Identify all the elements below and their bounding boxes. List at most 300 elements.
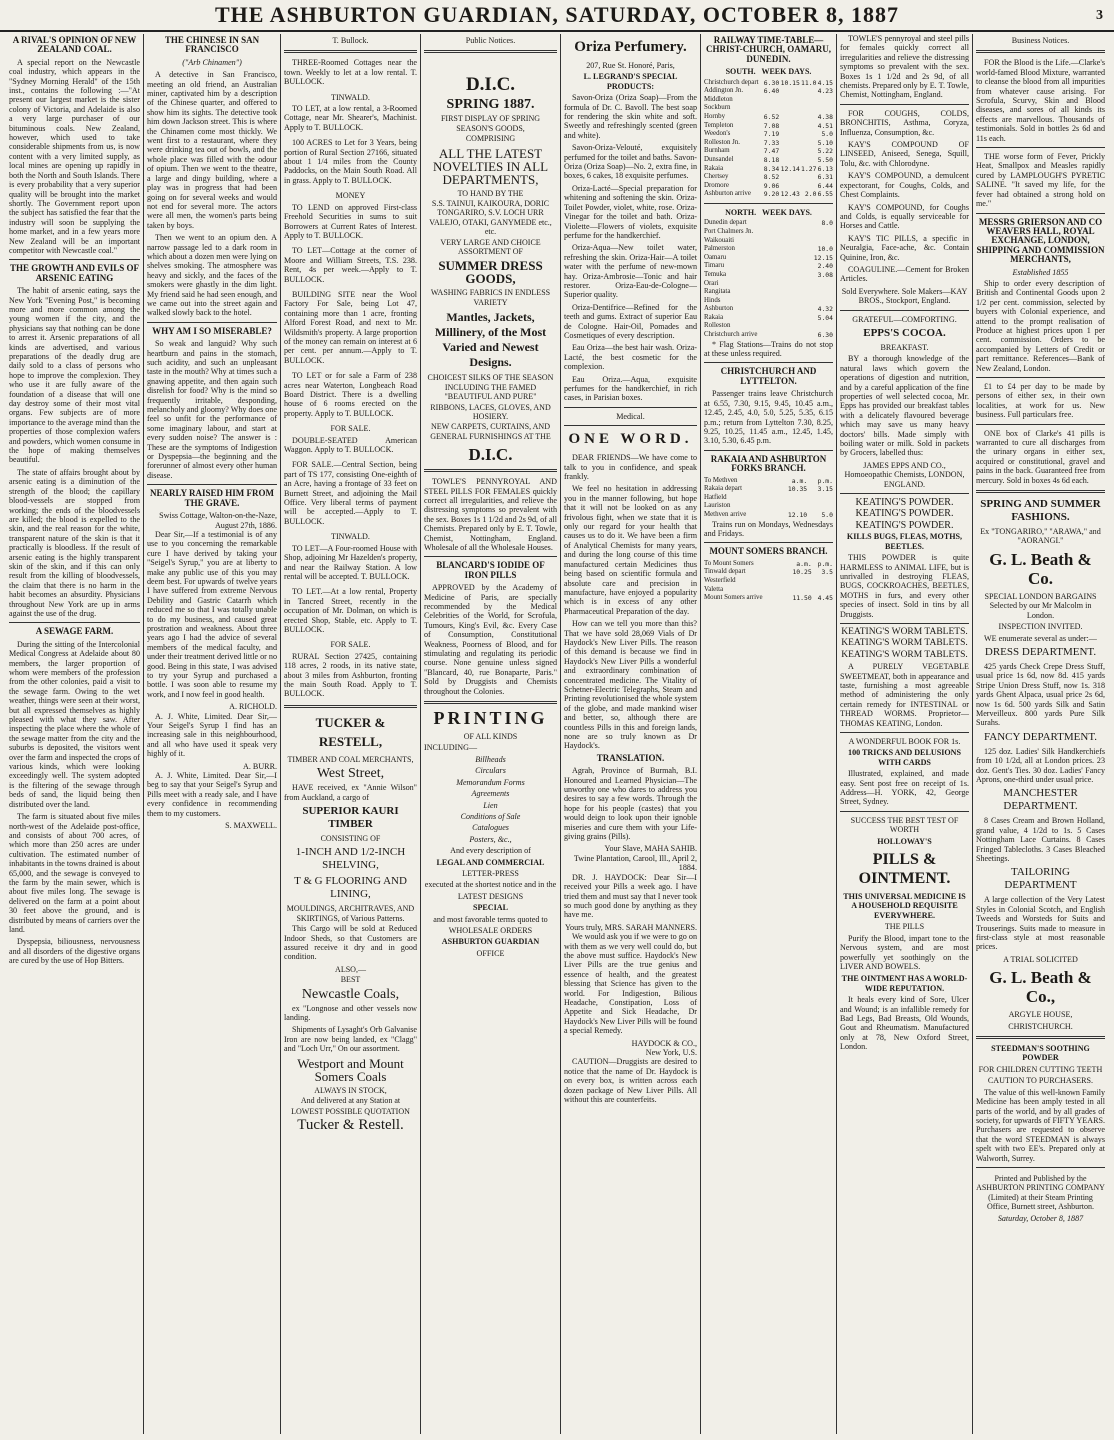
column-6 (700, 34, 836, 1434)
ad-paragraph: Oriza-Aqua—New toilet water, refreshing the skin. Oriza-Hair—A toilet water with the perfume of new-mown hay. Oriza-Ambrosie—Tonic and hair restorer. Oriza-Eau-de-Cologne—Superior quality. (564, 243, 697, 300)
letter-address: Twine Plantation, Carool, Ill., April 2, 1884. (573, 853, 697, 873)
timetable-row (704, 130, 833, 139)
divider (840, 493, 969, 494)
station-name: Rakaia depart (704, 485, 743, 493)
ad-line: CHOICEST SILKS OF THE SEASON INCLUDING THE FAMED "BEAUTIFUL AND PURE" (427, 373, 554, 402)
ad-line: Ex "TONGARIRO," "ARAWA," and "AORANGI." (980, 527, 1101, 546)
departure-time: 4.51 (817, 121, 833, 130)
ad-line: Shipments of Lysaght's Orb Galvanise Iron are now being landed, ex "Clagg" and "Loch Urr," On our assortment. (284, 1025, 417, 1054)
departure-time (800, 147, 817, 156)
station-name: Rakaia (704, 164, 724, 172)
column-8 (972, 34, 1108, 1434)
station-name: Sockburn (704, 104, 731, 112)
classified-ad: 100 ACRES to Let for 3 Years, being portion of Rural Section 27166, situated about 1 1/4 miles from the County Paddocks, on the Main South Road. All in grass. Apply to T. BULLOCK. (284, 138, 417, 185)
ad-paragraph: We would ask you if we were to go on with them as we very well could do, but the above must suffice. Haydock's New Liver Pills are the true genius and essence of health, and the greatest blessing that Science has given to the world. For Indigestion, Bilious Headache, Constipation, Loss of Appetite and Sick Headache, Dr Haydock's New Liver Pills will be found a special Remedy. (564, 932, 697, 1036)
timetable-row (704, 113, 833, 122)
ad-line: Circulars (475, 766, 506, 776)
ad-paragraph: £1 to £4 per day to be made by persons of either sex, in their own localities, at work for us. New business. Full particulars free. (976, 382, 1105, 420)
timetable-row (704, 594, 833, 603)
ad-paragraph: Savon-Oriza-Velouté, exquisitely perfumed for the toilet and baths. Savon-Oriza (Oriza Soap)—No. 2, extra fine, in boxes, 6 cakes, 18 exquisite perfumes. (564, 143, 697, 181)
article-paragraph: The farm is situated about five miles north-west of the Adelaide post-office, and consists of about 700 acres, of which more than 250 acres are under cultivation. The estimated number of inhabitants in the towns drained is about 65,000, and the sewage is conveyed to the farm by the main sewer, which is about five miles long. The sewage is delivered on the farm at a point about 30 feet above the ground, and is distributed by means of carriers over the land. (9, 812, 140, 934)
departure-time (800, 173, 817, 182)
article-subheading: ("Arb Chinamen") (182, 57, 242, 67)
ad-line: KILLS BUGS, FLEAS, MOTHS, BEETLES. (846, 532, 963, 551)
station-name: Rolleston Jn. (704, 138, 740, 146)
column-2 (143, 34, 280, 1434)
timetable-direction: NORTH. WEEK DAYS. (725, 207, 812, 217)
departure-time (763, 96, 780, 105)
departure-time (775, 502, 807, 511)
station-name: Tinwald depart (704, 568, 746, 576)
departure-time (779, 122, 800, 131)
ad-line: L. LEGRAND'S SPECIAL PRODUCTS: (583, 72, 678, 91)
timetable-row (704, 477, 833, 486)
station-name: Ashburton (704, 305, 734, 313)
letter-signature: Your Slave, MAHA SAHIB. (604, 844, 697, 854)
letter-signature: A. BURR. (243, 761, 277, 771)
departure-time: 5.50 (817, 155, 833, 164)
ad-line: ARGYLE HOUSE, (1008, 1010, 1073, 1020)
departure-time: p.m. (817, 559, 833, 568)
ad-line: NEW CARPETS, CURTAINS, AND GENERAL FURNISHINGS AT THE (430, 422, 551, 441)
department-heading: MANCHESTER DEPARTMENT. (1003, 787, 1078, 813)
ad-paragraph: DEAR FRIENDS—We have come to talk to you in confidence, and speak frankly. (564, 453, 697, 482)
classified-ad: TO LET—Cottage at the corner of Moore and William Streets, T.S. 238. Rent, 4s per week.—Apply to T. BULLOCK. (284, 246, 417, 284)
departure-time (812, 586, 833, 595)
ad-line: FOR CHILDREN CUTTING TEETH (978, 1064, 1103, 1074)
divider (840, 811, 969, 812)
departure-time: 9.06 (763, 181, 780, 190)
divider (976, 213, 1105, 214)
medical-ad: KAY'S COMPOUND, for Coughs and Colds, is equally serviceable for Horses and Cattle. (840, 202, 969, 231)
departure-time: 10.25 (792, 568, 812, 577)
ad-heading: KEATING'S WORM TABLETS. (841, 626, 968, 637)
article-paragraph: Dyspepsia, biliousness, nervousness and all disorders of the digestive organs are cured by the use of Hop Bitters. (9, 937, 140, 966)
timetable-row (704, 331, 833, 340)
medical-ad: KAY'S TIC PILLS, a specific in Neuralgia, Face-ache, &c. Contain Quinine, Iron, &c. (840, 233, 969, 262)
ad-heading: EPPS'S COCOA. (863, 326, 946, 339)
publisher-imprint: Printed and Published by the ASHBURTON PRINTING COMPANY (Limited) at their Steam Printing Office, Burnett street, Ashburton. (976, 1173, 1105, 1212)
ad-heading: SPRING AND SUMMER FASHIONS. (980, 498, 1101, 524)
departure-time (775, 494, 807, 503)
divider (976, 377, 1105, 378)
ad-line: And every description of (450, 846, 531, 856)
departure-time (816, 104, 833, 113)
departure-time (779, 104, 800, 113)
divider (976, 1167, 1105, 1168)
ad-heading: PRINTING (433, 708, 548, 729)
medical-ad: KAY'S COMPOUND, a demulcent expectorant, for Coughs, Colds, and Chest Complaints. (840, 171, 969, 200)
ad-heading: KEATING'S WORM TABLETS. (841, 649, 968, 660)
timetable-row (704, 314, 833, 323)
timetable-row (704, 305, 833, 314)
article-paragraph: Then we went to an opium den. A narrow passage led to a dark room in which about a dozen men were lying on shelves smoking. The atmosphere was heavy and sickly, and the faces of the smokers were ghastly in the dim light. My friend said he had seen enough, and we came out into the street again and walked slowly back to the hotel. (147, 233, 277, 318)
advertiser-name: D.I.C. (468, 445, 513, 465)
ad-paragraph: The value of this well-known Family Medicine has been amply tested in all parts of the world, and by all grades of society, for upwards of FIFTY YEARS. Purchasers are requested to observe that the word STEEDMAN is always spelt with two EE's. Prepared only at Walworth, Surrey. (976, 1087, 1105, 1163)
ad-line: 1-INCH AND 1/2-INCH SHELVING, (295, 846, 406, 872)
ad-line: Mantles, Jackets, Millinery, of the Most Varied and Newest Designs. (434, 310, 547, 370)
departure-time: 10.0 (817, 245, 833, 254)
divider (976, 50, 1105, 53)
departure-time: 5.0 (821, 510, 833, 519)
classified-ad: TO LET, at a low rental, a 3-Roomed Cottage, near Mr. Shearer's, Machinist. Apply to T. BULLOCK. (284, 104, 417, 132)
ad-paragraph: How can we tell you more than this? That we have sold 28,069 Vials of Dr Haydock's New Liver Pills. The reason of this demand is because we find in Haydock's New Liver Pills a wonderful and extraordinary combination of concentrated medicine. The Vitality of Schetner-Electric Telegraphs, Steam and Printing revolutionised the whole system of the globe, and made mankind wiser and better, so, although there are countless Pills in this and foreign lands, none are so truly known as Dr Haydock's. (564, 619, 697, 751)
department-heading: TAILORING DEPARTMENT (1004, 866, 1077, 892)
timetable-row (704, 190, 833, 199)
timetable-row (704, 245, 833, 254)
letter-signature: HAYDOCK & CO., (631, 1038, 697, 1048)
departure-time (800, 139, 817, 148)
departure-time (800, 113, 817, 122)
ad-line: CHRISTCHURCH. (1008, 1021, 1073, 1031)
ad-line: HAVE received, ex "Annie Wilson" from Auckland, a cargo of (284, 783, 417, 802)
ad-line: And delivered at any Station at (300, 1096, 401, 1106)
section-label: Business Notices. (1011, 36, 1070, 45)
departure-time: 10.15 (780, 78, 800, 87)
departure-time (779, 173, 800, 182)
departure-time (800, 130, 817, 139)
departure-time (807, 502, 833, 511)
departure-time (816, 96, 833, 105)
departure-time: 11.0 (801, 78, 817, 87)
departure-time: 12.15 (813, 253, 833, 262)
classified-ad: TO LET—A Four-roomed House with Shop, adjoining Mr Hazelden's property, and near the Railway Station. A low rental will be accepted. T. BULLOCK. (284, 543, 417, 581)
ad-heading: FOR SALE. (330, 640, 371, 650)
article-heading: A RIVAL'S OPINION OF NEW ZEALAND COAL. (12, 35, 137, 55)
ad-heading: BLANCARD'S IODIDE OF IRON PILLS (436, 560, 545, 580)
station-name: Burnham (704, 147, 730, 155)
ad-line: MOULDINGS, ARCHITRAVES, AND SKIRTINGS, of Various Patterns. (286, 904, 415, 923)
departure-time: 12.10 (787, 510, 808, 519)
letter-signature: Yours truly, MRS. SARAH MANNERS. (564, 922, 697, 932)
departure-time: 6.52 (763, 113, 780, 121)
ad-line: S.S. TAINUI, KAIKOURA, DORIC TONGARIRO, S.V. LOCH URR VALEJO, OTAKI, GANYMEDE etc., etc. (429, 199, 552, 237)
ad-heading: ONE WORD. (568, 431, 693, 448)
classified-ad: TO LEND on approved First-class Freehold Securities in sums to suit Borrowers at Current Rates of Interest. Apply to T. BULLOCK. (284, 202, 417, 240)
ad-line: Lien (483, 800, 498, 810)
timetable-row (704, 271, 833, 280)
advertiser-name: D.I.C. (465, 74, 516, 96)
ad-paragraph: Eau Oriza.—Aqua, exquisite perfumes for the handkerchief, in rich cases, in Parisian boxes. (564, 374, 697, 403)
timetable-row (704, 568, 833, 577)
article-paragraph: The state of affairs brought about by arsenic eating is a diminution of the strength of the blood; the capillary blood-vessels are stopped from working; the ends of the bloodvessels are killed; the blood is expelled to the skin, and the real reason for the white, transparent nature of the skin is that it practically is bloodless. If the result of arsenic eating is the highly transparent skin of the skin, and if this can only result from the killing of bloodvessels, the claim that there is no harm in the habit becomes an absurdity. Physicians throughout New York are up in arms against the use of the drug. (9, 467, 140, 618)
timetable-row (704, 586, 833, 595)
timetable-north (704, 219, 833, 339)
newspaper-columns (6, 34, 1108, 1434)
ad-heading: Oriza Perfumery. (574, 39, 687, 55)
ad-heading: MESSRS GRIERSON AND CO WEAVERS HALL, ROYAL EXCHANGE, LONDON, SHIPPING AND COMMISSION MERCHANTS, (976, 216, 1105, 265)
departure-time: 5.10 (817, 138, 833, 147)
ad-paragraph: Purify the Blood, impart tone to the Nervous system, and are most powerfully yet soothingly on the LIVER AND BOWELS. (840, 933, 969, 971)
ad-line: JAMES EPPS AND CO., Homoeopathic Chemists, LONDON, ENGLAND. (844, 460, 965, 489)
departure-time: 6.40 (763, 87, 780, 96)
letter-address: New York, U.S. (645, 1048, 697, 1057)
ad-paragraph: 8 Cases Cream and Brown Holland, grand value, 4 1/2d to 1s. 5 Cases Nottingham Lace Curtains. 8 Cases Fringed Tablecloths. 3 Cases Bleached Sheetings. (976, 816, 1105, 863)
timetable-row (704, 219, 833, 228)
ad-paragraph: Savon-Oriza (Oriza Soap)—From the formula of Dr. C. Bavoll. The best soap for rendering the skin white and soft. Sweetly and refreshingly scented (green and white). (564, 93, 697, 140)
column-3 (280, 34, 420, 1434)
ad-line: OF ALL KINDS (463, 732, 518, 742)
ad-line: 207, Rue St. Honoré, Paris, (586, 61, 675, 70)
ad-paragraph: It heals every kind of Sore, Ulcer and Wound; is an infallible remedy for Bad Legs, Bad Breasts, Old Wounds, Gout and Rheumatism. Manufactured only at 78, New Oxford Street, London. (840, 995, 969, 1052)
letter-signature: S. MAXWELL. (225, 821, 277, 831)
departure-time: 4.38 (817, 113, 833, 121)
ad-heading: KEATING'S POWDER. (855, 497, 954, 509)
article-heading: NEARLY RAISED HIM FROM THE GRAVE. (149, 488, 275, 508)
timetable-row (704, 122, 833, 131)
timetable-row (704, 494, 833, 503)
ad-line: and most favorable terms quoted to (433, 914, 548, 924)
timetable-row (704, 577, 833, 586)
ad-heading: KEATING'S POWDER. (855, 508, 954, 520)
timetable-heading: MOUNT SOMERS BRANCH. (709, 546, 828, 557)
ad-heading: TINWALD. (331, 532, 370, 542)
timetable-row (704, 560, 833, 569)
letter-signature: A. RICHOLD. (229, 702, 277, 712)
departure-time (779, 147, 800, 156)
timetable-south (704, 79, 833, 199)
divider (147, 322, 277, 323)
timetable-branch (704, 477, 833, 520)
medical-ad: KAY'S COMPOUND OF LINSEED, Aniseed, Senega, Squill, Tolu, &c. with Chlorodyne. (840, 140, 969, 168)
station-name: Christchurch arrive (704, 331, 758, 339)
ad-line: Established 1855 (1012, 267, 1069, 277)
departure-time: 4.15 (817, 78, 833, 87)
departure-time: 3.5 (821, 568, 833, 577)
station-name: Templeton (704, 121, 734, 129)
article-heading: THE GROWTH AND EVILS OF ARSENIC EATING (9, 263, 140, 283)
divider (704, 542, 833, 543)
station-name: Temuka (704, 270, 727, 278)
imprint-date: Saturday, October 8, 1887 (997, 1213, 1084, 1223)
station-name: Hornby (704, 113, 726, 120)
timetable-row (704, 511, 833, 520)
departure-time (799, 237, 833, 246)
station-name: Mount Somers arrive (704, 594, 763, 602)
departure-time: 2.40 (817, 262, 833, 271)
divider (704, 362, 833, 363)
departure-time: 5.22 (817, 147, 833, 156)
departure-time: p.m. (817, 476, 833, 485)
classified-ad: BUILDING SITE near the Wool Factory For Sale, being Lot 47, containing more than 1 acre, fronting Alford Forest Road, and next to Mr. Wildsmith's property. A large proportion of the money can remain on interest at 6 per cent. per annum.—Apply to T. BULLOCK. (284, 289, 417, 365)
departure-time: 6.55 (817, 190, 833, 199)
ad-line: Billheads (475, 754, 506, 764)
medical-ad: APPROVED by the Academy of Medicine of Paris, are specially recommended by the Medical Celebrities of the World, for Scrofula, Tumours, King's Evil, &c. Every Case of Consumption, Constitutional Weakness, Poorness of Blood, and for stimulating and regulating its periodic course. None genuine unless signed "Blancard, 40, rue Bonaparte, Paris." Sold by Druggists and Chemists throughout the Colonies. (424, 583, 557, 696)
divider (424, 556, 557, 557)
timetable-direction: SOUTH. WEEK DAYS. (725, 67, 812, 77)
departure-time (800, 96, 817, 105)
ad-line: Catalogues (472, 823, 509, 833)
divider (9, 259, 140, 260)
ad-paragraph: THE worse form of Fever, Prickly Heat, Smallpox and Measles rapidly cured by LAMPLOUGH'S PYRETIC SALINE. "It saved my life, for the fever had obtained a strong hold on me." (976, 152, 1105, 209)
ad-line: LOWEST POSSIBLE QUOTATION (291, 1106, 410, 1116)
departure-time (799, 280, 833, 289)
ad-line: Westport and Mount Somers Coals (297, 1055, 404, 1084)
timetable-heading: RAKAIA AND ASHBURTON FORKS BRANCH. (710, 453, 827, 474)
ad-line: CAUTION TO PURCHASERS. (987, 1076, 1094, 1086)
station-name: Dromore (704, 181, 729, 189)
ad-line: GRATEFUL—COMFORTING. (852, 314, 957, 324)
departure-time: 9.20 (763, 190, 780, 199)
departure-time (800, 104, 817, 113)
divider (840, 104, 969, 105)
ad-line: ALWAYS IN STOCK, (314, 1085, 387, 1095)
station-name: Port Chalmers Jn. (704, 227, 754, 235)
timetable-row (704, 280, 833, 289)
classified-ad: DOUBLE-SEATED American Waggon. Apply to T. BULLOCK. (284, 435, 417, 455)
page-number: 3 (1096, 8, 1104, 23)
ad-line: Conditions of Sale (460, 811, 521, 821)
departure-time: 8.52 (763, 173, 780, 182)
divider (284, 705, 417, 708)
departure-time (763, 104, 780, 113)
timetable-row (704, 254, 833, 263)
column-1 (6, 34, 143, 1434)
classified-ad: TO LET or for sale a Farm of 238 acres near Waterton, Longbeach Road Board District. There is a dwelling house of 6 rooms erected on the property. Apply to T. BULLOCK. (284, 371, 417, 418)
ad-line: WHOLESALE ORDERS (448, 925, 533, 935)
timetable-note: Trains run on Mondays, Wednesdays and Fridays. (704, 519, 833, 538)
ad-paragraph: CAUTION—Druggists are desired to notice that the name of Dr. Haydock is on every box, is written across each dozen package of New Liver Pills. All without this are counterfeits. (564, 1057, 697, 1105)
timetable-row (704, 139, 833, 148)
station-name: Chertsey (704, 173, 729, 181)
departure-time: 5.04 (817, 313, 833, 322)
departure-time: 12.43 (780, 190, 800, 199)
divider (424, 50, 557, 53)
departure-time: 8.0 (821, 219, 833, 228)
article-heading: WHY AM I SO MISERABLE? (152, 325, 272, 336)
departure-time: 3.15 (817, 485, 833, 494)
timetable-heading: RAILWAY TIME-TABLE—CHRIST-CHURCH, OAMARU, DUNEDIN. (706, 35, 831, 64)
ad-line: COMPRISING (465, 134, 516, 144)
departure-time: 10.35 (787, 485, 808, 494)
divider (840, 732, 969, 733)
ad-heading: TRANSLATION. (596, 752, 665, 763)
station-name: Orari (704, 279, 719, 287)
ad-line: SPECIAL LONDON BARGAINS Selected by our Mr Malcolm in London. (984, 591, 1097, 620)
ad-line: RIBBONS, LACES, GLOVES, AND HOSIERY. (430, 402, 551, 421)
station-name: Addington Jn. (704, 87, 744, 95)
timetable-row (704, 502, 833, 511)
article-paragraph: So weak and languid? Why such heartburn and pains in the stomach, such acidity, and such an unpleasant taste in the mouth? Why at times such a gnawing appetite, and then again such disrelish for food? Why is the mind so frequently irritable, desponding, melancholy and gloomy? Why does one feel so unfit for the performance of some imaginary labour, and start at every sudden noise? The answer is : These are the symptoms of Indigestion or Dyspepsia—the beginning and the forerunner of almost every other human disease. (147, 339, 277, 480)
departure-time (800, 122, 817, 131)
divider (704, 203, 833, 204)
divider (976, 147, 1105, 148)
ad-line: Newcastle Coals, (301, 986, 400, 1002)
divider (284, 50, 417, 53)
ad-line: SUPERIOR KAURI TIMBER (302, 805, 399, 830)
ad-heading: FOR SALE. (330, 424, 371, 434)
departure-time: 5.0 (821, 130, 833, 139)
timetable-row (704, 96, 833, 105)
ad-paragraph: We feel no hesitation in addressing you in the manner following, but hope that it will not be looked on as any frivolous fight, when we state that it is only our regard for your health that causes us to do it. We have been a firm of Analytical Chemists for many years, and during the long course of this time manufactured certain Medicines thus being based on scientific formula and absolute care and precision in manufacture, have enjoyed a popularity which is in excess of any other Pharmaceutical Preparation of the day. (564, 484, 697, 616)
medical-ad: FOR COUGHS, COLDS, BRONCHITIS, Asthma, Coryza, Influenza, Consumption, &c. (840, 108, 969, 137)
ad-paragraph: FOR the Blood is the Life.—Clarke's world-famed Blood Mixture, warranted to cleanse the blood from all impurities from whatever cause arising. For Scrofula, Scurvy, Skin and Blood diseases, and sores of all kinds its effects are marvellous. Thousands of testimonials. Sold in bottles 2s 6d and 11s each. (976, 58, 1105, 143)
departure-time: 8.18 (763, 155, 780, 164)
departure-time (807, 494, 833, 503)
ad-line: THE OINTMENT HAS A WORLD-WIDE REPUTATION. (841, 974, 968, 993)
departure-time (799, 228, 833, 237)
departure-time (800, 87, 817, 96)
classified-ad: THREE-Roomed Cottages near the town. Weekly to let at a low rental. T. BULLOCK. (284, 58, 417, 87)
ad-line: WASHING FABRICS IN ENDLESS VARIETY (430, 288, 551, 307)
section-label: Public Notices. (465, 36, 516, 45)
departure-time (779, 139, 800, 148)
ad-paragraph: Illustrated, explained, and made easy. Sent post free on receipt of 1s. Address—H. YORK, 42, George Street, Sydney. (840, 769, 969, 807)
advertiser-name: Tucker & Restell. (297, 1116, 404, 1133)
divider (9, 622, 140, 623)
ad-line: SPRING 1887. (446, 97, 535, 113)
ad-line: T & G FLOORING AND LINING, (294, 875, 407, 901)
ad-line: LETTER-PRESS (462, 868, 519, 878)
departure-time (799, 288, 833, 297)
departure-time (779, 156, 800, 165)
letter-body: A. J. White, Limited. Dear Sir,—I beg to say that your Seigel's Syrup and Pills meet with a ready sale, and I have every confidence in recommending them to my customers. (147, 771, 277, 818)
ad-line: CONSISTING OF (320, 834, 381, 843)
station-name: To Methven (704, 476, 738, 484)
ad-line: Memorandum Forms (456, 777, 525, 787)
ad-line: Sold Everywhere. Sole Makers—KAY BROS., Stockport, England. (841, 286, 968, 306)
timetable-branch (704, 560, 833, 603)
station-name: Weedon's (704, 130, 731, 138)
station-name: Palmerston (704, 245, 736, 253)
ad-heading: KEATING'S WORM TABLETS. (841, 638, 968, 649)
divider (976, 490, 1105, 493)
ad-paragraph: DR. J. HAYDOCK: Dear Sir—I received your Pills a week ago. I have tried them and must say that I never took so much good done by anything as they have me. (564, 872, 697, 920)
departure-time: 1.27 (801, 164, 817, 173)
masthead (0, 0, 1114, 32)
departure-time: 4.32 (817, 305, 833, 314)
departure-time (779, 113, 800, 122)
ad-line: LEGAL AND COMMERCIAL (436, 857, 545, 867)
station-name: Christchurch depart (704, 78, 759, 86)
divider (976, 424, 1105, 425)
departure-time (779, 96, 800, 105)
station-name: Waikouaiti (704, 236, 735, 244)
ad-line: A TRIAL SOLICITED (1003, 954, 1078, 964)
article-heading: THE CHINESE IN SAN FRANCISCO (164, 35, 260, 55)
article-paragraph: A special report on the Newcastle coal industry, which appears in the "Sydney Morning Herald" of the 15th inst., contains the following :—"At present our largest market is the sister colony of Victoria, and Adelaide is also a very large purchaser of our bituminous coals. New Zealand, however, which used to take considerable shipments from us, is now content with a very limited supply, as local mines are opening up rapidly in both the North and South Islands. There is every probability that a very superior quality will be brought into the market shortly. The Government report upon the subject has satisfied the fear that the industry will soon be supplying the home market, and in a few years more New Zealand will be an important competitor with Newcastle coal." (9, 57, 140, 255)
station-name: Valetta (704, 585, 724, 593)
ad-paragraph: Agrah, Province of Burmah, B.I. Honoured and Learned Physician—The unworthy one who dares to address you desires to say a few words. Through the hope for his people (castes) that you would deign to look upon their ignoble miseries and cure them with your Life-giving grains (Pills). (564, 766, 697, 842)
timetable-row (704, 485, 833, 494)
ad-paragraph: BY a thorough knowledge of the natural laws which govern the operations of digestion and nutrition, and by a careful application of the fine properties of well selected cocoa, Mr. Epps has provided our breakfast tables with a delicately flavoured beverage which may save us many heavy doctors' bills. Made simply with boiling water or milk. Sold in packets by Grocers, labelled thus: (840, 354, 969, 458)
ad-line: This Cargo will be sold at Reduced Indoor Sheds, so that Customers are assured receive it dry and in good condition. (284, 924, 417, 962)
ad-line: BEST (340, 975, 361, 985)
timetable-note: Passenger trains leave Christchurch at 6.55, 7.30, 9.15, 9.45, 10.45 a.m., 12.45, 2.45, 4.0, 5.0, 5.25, 5.35, 6.15 p.m.; return from Lyttelton 7.30, 8.25, 9.25, 10.25, 11.45 a.m., 12.45, 1.45, 3.10, 5.30, 6.45 p.m. (704, 389, 833, 446)
ad-paragraph: A large collection of the Very Latest Styles in Colonial Scotch, and English Tweeds and Worsteds for Suits and Trouserings. Suits made to measure in first-class style at most reasonable prices. (976, 895, 1105, 952)
divider (840, 310, 969, 311)
timetable-note: * Flag Stations—Trains do not stop at these unless required. (704, 339, 833, 359)
departure-time: 2.0 (804, 190, 817, 199)
ad-line: executed at the shortest notice and in the (424, 880, 557, 890)
ad-heading: PILLS & OINTMENT. (858, 851, 951, 888)
departure-time: 6.30 (763, 78, 780, 87)
ad-line: SUMMER DRESS GOODS, (438, 258, 543, 287)
ad-paragraph: WE enumerate several as under:— (984, 633, 1097, 643)
ad-line: THE PILLS (884, 922, 925, 932)
timetable-heading: CHRISTCHURCH AND LYTTELTON. (720, 366, 817, 386)
ad-line: ALSO,— (335, 964, 366, 974)
medical-ad: COAGULINE.—Cement for Broken Articles. (840, 264, 969, 284)
divider (147, 484, 277, 485)
departure-time (799, 322, 833, 331)
letter-body: Dear Sir,—If a testimonial is of any use to you concerning the remarkable cure I have derived by taking your "Seigel's Syrup," you are at liberty to make any public use of this you may deem best. For upwards of twelve years I have suffered from extreme Nervous Debility and Gastric Catarrh which reduced me so that I was totally unable to do my business, and caused great prostration and weakness. About three years ago I had the advice of several members of the medical faculty, and under their treatment derived little or no good. Being in this state, I was advised to try your Syrup and purchased a bottle. I was soon able to resume my work, and I now feel in good health. (147, 529, 277, 699)
ad-paragraph: ONE box of Clarke's 41 pills is warranted to cure all discharges from the urinary organs in either sex, acquired or constitutional, gravel and pains in the back. Guaranteed free from mercury. Sold in boxes 4s 6d each. (976, 428, 1105, 485)
timetable-row (704, 288, 833, 297)
departure-time: 6.30 (817, 331, 833, 340)
ad-line: HOLLOWAY'S (877, 836, 932, 846)
timetable-row (704, 173, 833, 182)
